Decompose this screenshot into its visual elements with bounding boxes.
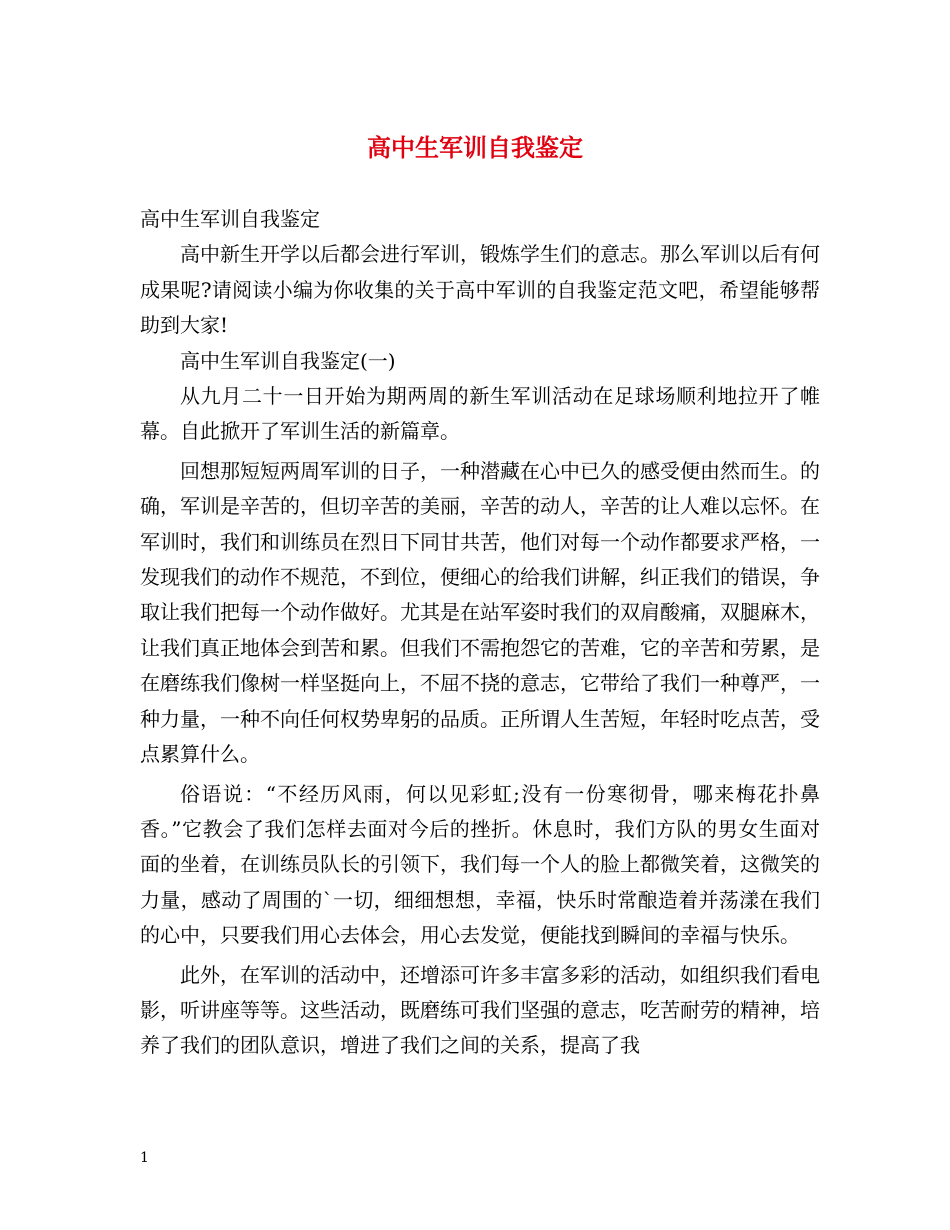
- document-body: [140, 202, 820, 1064]
- body-paragraph: 从九月二十一日开始为期两周的新生军训活动在足球场顺利地拉开了帷幕。自此掀开了军训生活的新篇章。: [140, 384, 820, 444]
- page-number: 1: [140, 1150, 149, 1166]
- section-heading: 高中生军训自我鉴定: [140, 207, 320, 231]
- body-paragraph: 此外，在军训的活动中，还增添可许多丰富多彩的活动，如组织我们看电影，听讲座等等。这些活动，既磨练可我们坚强的意志，吃苦耐劳的精神，培养了我们的团队意识，增进了我们之间的关系，提高了我: [140, 962, 820, 1058]
- body-paragraph: 回想那短短两周军训的日子，一种潜藏在心中已久的感受便由然而生。的确，军训是辛苦的，但切辛苦的美丽，辛苦的动人，辛苦的让人难以忘怀。在军训时，我们和训练员在烈日下同甘共苦，他们对每一个动作都要求严格，一发现我们的动作不规范，不到位，便细心的给我们讲解，纠正我们的错误，争取让我们把每一个动作做好。尤其是在站军姿时我们的双肩酸痛，双腿麻木，让我们真正地体会到苦和累。但我们不需抱怨它的苦难，它的辛苦和劳累，是在磨练我们像树一样坚挺向上，不屈不挠的意志，它带给了我们一种尊严，一种力量，一种不向任何权势卑躬的品质。正所谓人生苦短，年轻时吃点苦，受点累算什么。: [140, 458, 820, 767]
- body-paragraph: 俗语说：“不经历风雨，何以见彩虹;没有一份寒彻骨，哪来梅花扑鼻香。”它教会了我们怎样去面对今后的挫折。休息时，我们方队的男女生面对面的坐着，在训练员队长的引领下，我们每一个人的脸上都微笑着，这微笑的力量，感动了周围的`一切，细细想想，幸福，快乐时常酿造着并荡漾在我们的心中，只要我们用心去体会，用心去发觉，便能找到瞬间的幸福与快乐。: [140, 781, 820, 948]
- document-title: 高中生军训自我鉴定: [367, 133, 583, 162]
- intro-paragraph: 高中新生开学以后都会进行军训，锻炼学生们的意志。那么军训以后有何成果呢?请阅读小编为你收集的关于高中军训的自我鉴定范文吧，希望能够帮助到大家!: [140, 242, 820, 338]
- subsection-heading: 高中生军训自我鉴定(一): [180, 348, 396, 373]
